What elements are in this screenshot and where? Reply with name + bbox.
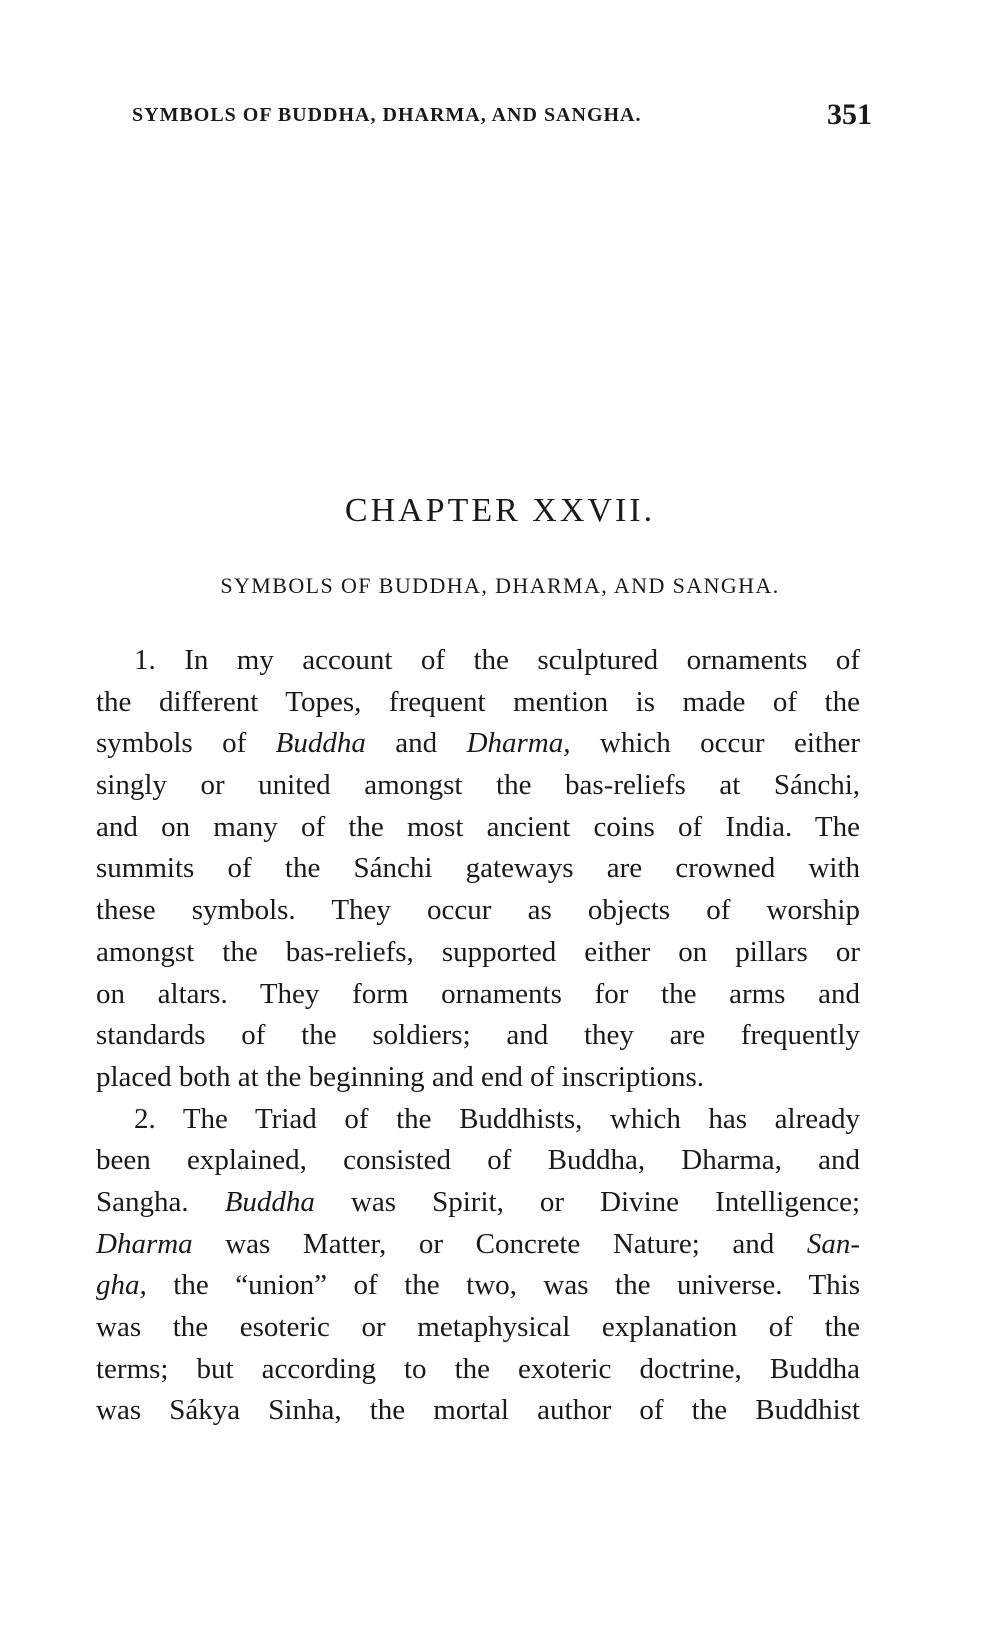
- text-line: placed both at the beginning and end of inscriptions.: [96, 1060, 705, 1093]
- text-line: gha, the “union” of the two, was the universe. This: [96, 1269, 860, 1302]
- chapter-subtitle: SYMBOLS OF BUDDHA, DHARMA, AND SANGHA.: [220, 573, 780, 598]
- italic-term: gha,: [96, 1269, 147, 1302]
- text-line: the different Topes, frequent mention is made of the: [96, 685, 860, 718]
- chapter-title: CHAPTER XXVII.: [344, 492, 656, 529]
- text-line: singly or united amongst the bas-reliefs at Sánchi,: [96, 769, 860, 802]
- text-line: Sangha. Buddha was Spirit, or Divine Intelligence;: [96, 1185, 861, 1218]
- text-line: standards of the soldiers; and they are frequently: [96, 1019, 860, 1052]
- text-line: these symbols. They occur as objects of worship: [96, 894, 860, 927]
- italic-term: Dharma: [96, 1227, 193, 1260]
- text-line: was Sákya Sinha, the mortal author of the Buddhist: [96, 1394, 860, 1427]
- text-line: summits of the Sánchi gateways are crowned with: [96, 852, 860, 885]
- text-line: amongst the bas-reliefs, supported either on pillars or: [96, 935, 860, 968]
- body-text: [96, 640, 860, 1432]
- running-head: [132, 100, 872, 140]
- running-head-title: SYMBOLS OF BUDDHA, DHARMA, AND SANGHA.: [132, 104, 642, 126]
- italic-term: San-: [806, 1227, 860, 1260]
- text-line: on altars. They form ornaments for the arms and: [96, 977, 860, 1010]
- page-number: 351: [827, 98, 872, 131]
- text-line: terms; but according to the exoteric doctrine, Buddha: [96, 1352, 860, 1385]
- text-line: and on many of the most ancient coins of India. The: [96, 810, 860, 843]
- text-line: 2. The Triad of the Buddhists, which has already: [134, 1102, 860, 1135]
- text-line: 1. In my account of the sculptured ornaments of: [134, 644, 860, 676]
- text-line: was the esoteric or metaphysical explanation of the: [96, 1311, 860, 1343]
- text-line: been explained, consisted of Buddha, Dharma, and: [96, 1144, 860, 1177]
- text-line: symbols of Buddha and Dharma, which occur either: [96, 727, 860, 760]
- italic-term: Buddha: [224, 1185, 315, 1218]
- text-line: Dharma was Matter, or Concrete Nature; and San-: [96, 1227, 860, 1260]
- italic-term: Dharma,: [466, 727, 571, 760]
- italic-term: Buddha: [275, 727, 366, 760]
